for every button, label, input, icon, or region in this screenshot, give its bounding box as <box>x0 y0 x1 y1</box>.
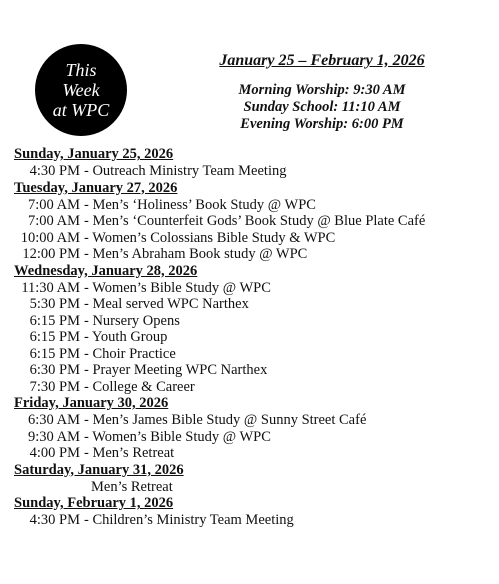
day-heading-saturday-jan-31: Saturday, January 31, 2026 <box>14 461 184 478</box>
this-week-logo <box>35 44 127 136</box>
event-row <box>14 445 494 462</box>
event-time: 6:15 PM <box>29 312 80 329</box>
event-row <box>14 346 494 363</box>
event-time: 9:30 AM <box>28 428 80 445</box>
event-time: 7:00 AM <box>28 196 80 213</box>
event-time: 7:30 PM <box>29 378 80 395</box>
event-row <box>14 280 494 297</box>
day-heading-friday-jan-30: Friday, January 30, 2026 <box>14 395 169 411</box>
day-heading-sunday-jan-25: Sunday, January 25, 2026 <box>14 146 174 162</box>
event-row <box>14 197 494 214</box>
service-time-morning-worship: Morning Worship: 9:30 AM <box>238 82 406 98</box>
event-row <box>14 362 494 379</box>
event-row <box>14 412 494 429</box>
event-time: 5:30 PM <box>29 296 80 312</box>
event-row <box>14 429 494 446</box>
event-description: - Meal served WPC Narthex <box>84 296 249 312</box>
event-description: - College & Career <box>84 378 195 395</box>
logo-line-3: at WPC <box>52 100 110 120</box>
event-row <box>14 213 494 230</box>
event-description: - Nursery Opens <box>84 312 180 329</box>
event-description: - Choir Practice <box>84 345 176 362</box>
weekly-schedule <box>14 146 494 529</box>
logo-line-1: This <box>65 60 97 80</box>
day-heading-sunday-feb-1: Sunday, February 1, 2026 <box>14 495 174 511</box>
event-description: - Men’s James Bible Study @ Sunny Street Café <box>84 412 367 428</box>
logo-line-2: Week <box>62 80 100 100</box>
event-time: 6:30 PM <box>29 362 80 378</box>
event-time: 7:00 AM <box>28 213 80 229</box>
event-time: 6:15 PM <box>29 345 80 362</box>
event-description: - Men’s ‘Holiness’ Book Study @ WPC <box>84 196 316 213</box>
date-range-title: January 25 – February 1, 2026 <box>219 52 425 69</box>
event-row <box>14 329 494 346</box>
event-description: - Prayer Meeting WPC Narthex <box>84 362 268 378</box>
event-row <box>14 246 494 263</box>
event-row <box>14 479 494 496</box>
event-description: - Children’s Ministry Team Meeting <box>84 512 294 528</box>
event-row <box>14 163 494 180</box>
service-time-evening-worship: Evening Worship: 6:00 PM <box>240 116 404 132</box>
day-heading-tuesday-jan-27: Tuesday, January 27, 2026 <box>14 179 178 196</box>
event-row <box>14 230 494 247</box>
service-time-sunday-school: Sunday School: 11:10 AM <box>243 99 401 115</box>
event-description: - Men’s Abraham Book study @ WPC <box>84 246 308 262</box>
event-row <box>14 296 494 313</box>
event-time: 10:00 AM <box>20 229 80 246</box>
event-time: 11:30 AM <box>21 279 80 296</box>
event-description: - Women’s Bible Study @ WPC <box>84 279 271 296</box>
event-description: - Women’s Bible Study @ WPC <box>84 428 271 445</box>
event-time: 4:30 PM <box>29 163 80 179</box>
event-row <box>14 313 494 330</box>
event-row <box>14 512 494 529</box>
day-heading-wednesday-jan-28: Wednesday, January 28, 2026 <box>14 262 198 279</box>
event-description: - Women’s Colossians Bible Study & WPC <box>84 229 336 246</box>
schedule-header <box>190 52 454 133</box>
event-description: - Men’s ‘Counterfeit Gods’ Book Study @ Blue Plate Café <box>84 213 426 229</box>
event-description: - Youth Group <box>84 329 168 345</box>
event-row <box>14 379 494 396</box>
event-description: - Outreach Ministry Team Meeting <box>84 163 287 179</box>
event-time: 6:15 PM <box>29 329 80 345</box>
event-time: 6:30 AM <box>28 412 80 428</box>
event-time: 4:30 PM <box>29 512 80 528</box>
event-description: Men’s Retreat <box>91 478 173 495</box>
event-time: 4:00 PM <box>29 445 80 461</box>
event-time: 12:00 PM <box>22 246 80 262</box>
event-description: - Men’s Retreat <box>84 445 175 461</box>
